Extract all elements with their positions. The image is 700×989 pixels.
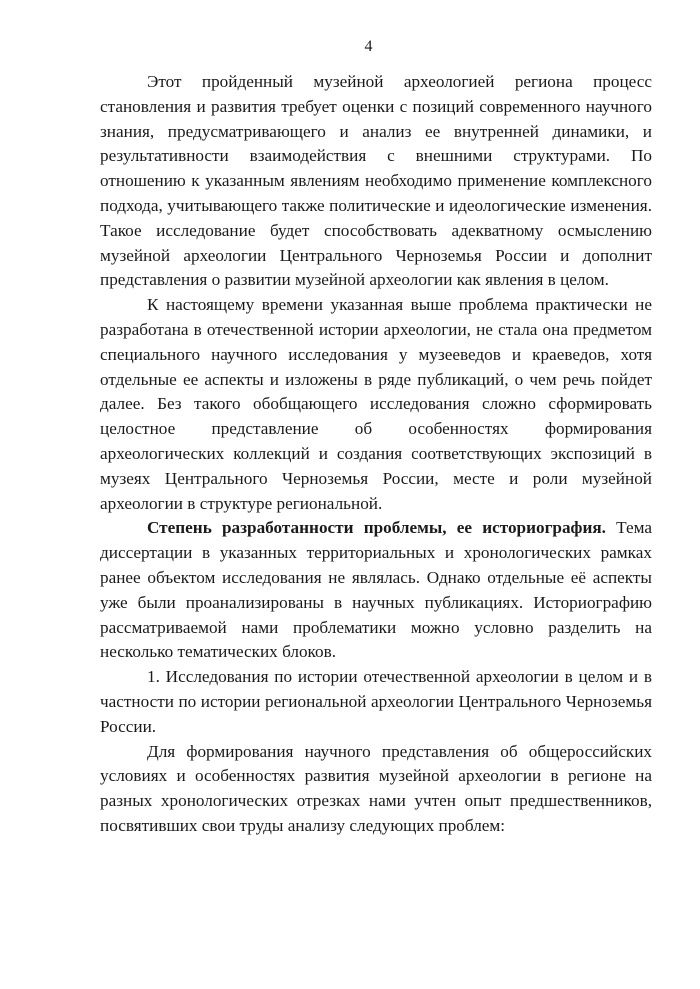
section-heading-inline: Степень разработанности проблемы, ее историография. <box>147 518 606 538</box>
document-body <box>100 70 652 839</box>
paragraph-1-text: Этот пройденный музейной археологией региона процесс становления и развития требует оценки с позиций современного научного знания, предусматривающего и анализ ее внутренней динамики, и результативности взаимодействия с внешними структурами. По отношению к указанным явлениям необходимо применение комплексного подхода, учитывающего также политические и идеологические изменения. Такое исследование будет способствовать адекватному осмыслению музейной археологии Центрального Черноземья России и дополнит представления о развитии музейной археологии как явления в целом. <box>100 72 652 290</box>
paragraph-4-numbered-item <box>100 665 652 739</box>
paragraph-4-text: 1. Исследования по истории отечественной археологии в целом и в частности по истории региональной археологии Центрального Черноземья России. <box>100 667 652 736</box>
paragraph-1 <box>100 70 652 293</box>
page-number: 4 <box>364 38 373 55</box>
paragraph-3-historiography <box>100 516 652 665</box>
paragraph-2-text: К настоящему времени указанная выше проблема практически не разработана в отечественной истории археологии, не стала она предметом специального научного исследования у музееведов и краеведов, хотя отдельные ее аспекты и изложены в ряде публикаций, о чем речь пойдет далее. Без такого обобщающего исследования сложно сформировать целостное представление об особенностях формирования археологических коллекций и создания соответствующих экспозиций в музеях Центрального Черноземья России, месте и роли музейной археологии в структуре региональной. <box>100 295 652 513</box>
paragraph-5 <box>100 740 652 839</box>
paragraph-5-text: Для формирования научного представления об общероссийских условиях и особенностях развития музейной археологии в регионе на разных хронологических отрезках нами учтен опыт предшественников, посвятивших свои труды анализу следующих проблем: <box>100 741 652 835</box>
paragraph-3-text: Тема диссертации в указанных территориальных и хронологических рамках ранее объектом исследования не являлась. Однако отдельные её аспекты уже были проанализированы в научных публикациях. Историографию рассматриваемой нами проблематики можно условно разделить на несколько тематических блоков. <box>100 518 652 662</box>
paragraph-2 <box>100 293 652 516</box>
